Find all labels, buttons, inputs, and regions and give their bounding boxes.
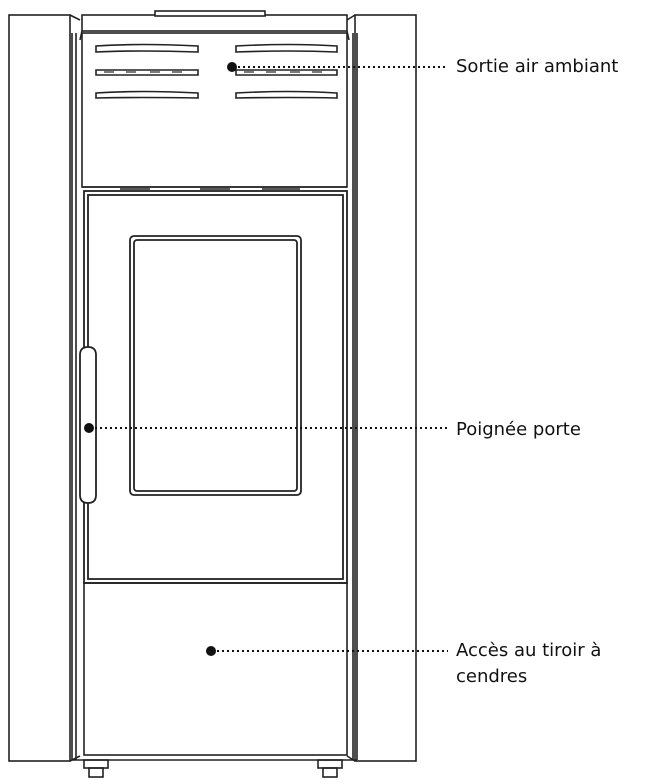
air-outlet-grille [82,33,347,187]
leader-ash-drawer [206,646,448,656]
leader-door-handle [84,423,448,433]
ash-drawer-label: Accès au tiroir à cendres [456,640,602,687]
stove-base [72,760,357,777]
door-window [130,236,301,495]
air-outlet-label: Sortie air ambiant [456,56,619,77]
door-handle-label: Poignée porte [456,419,581,440]
top-cap [80,11,349,40]
stove-door [84,191,347,583]
door-top-strip [82,187,347,189]
left-side-panel [9,15,80,761]
ash-drawer-panel [84,583,347,755]
